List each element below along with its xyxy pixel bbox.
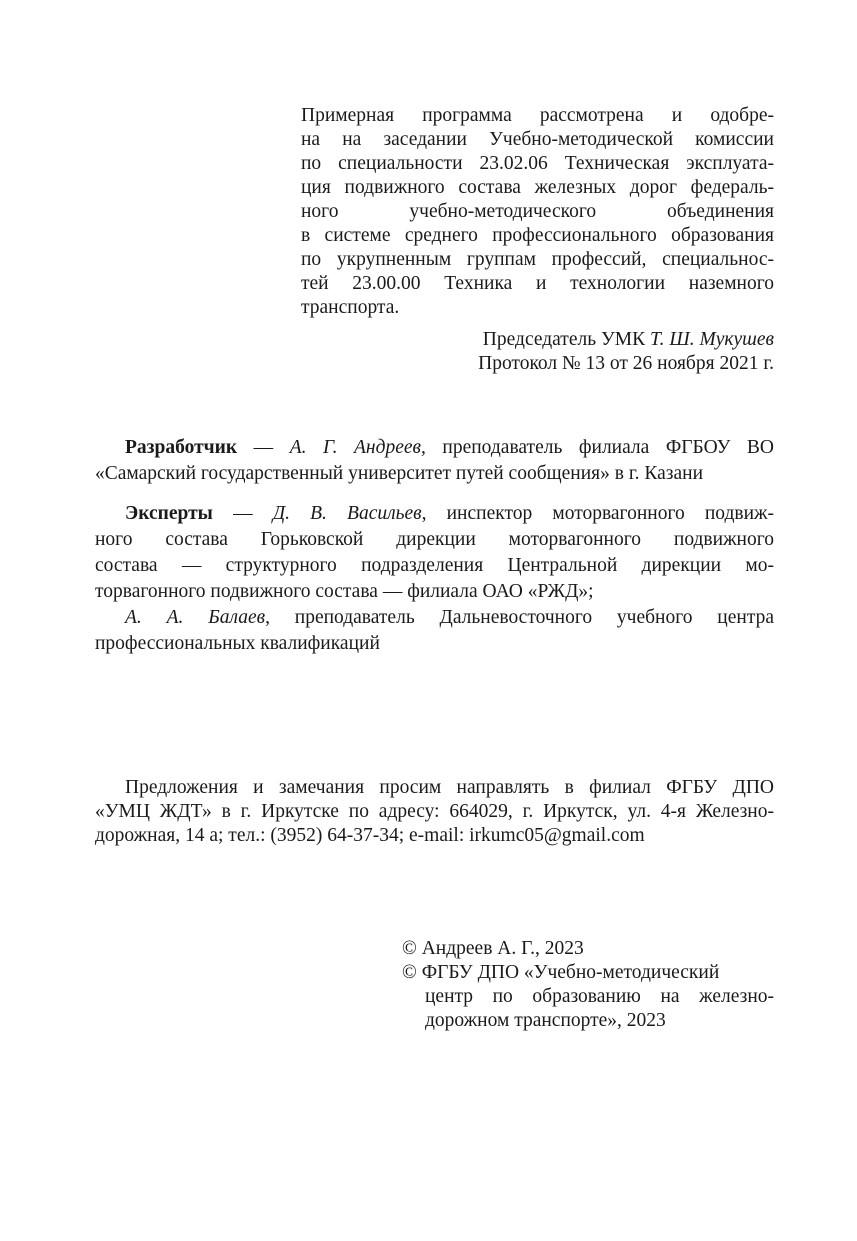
developer-label: Разработчик <box>125 437 238 458</box>
chairman-label: Председатель УМК <box>482 329 646 350</box>
approval-line: на на заседании Учебно-методической комиссии <box>301 129 774 150</box>
approval-line: Примерная программа рассмотрена и одобре- <box>301 105 774 126</box>
expert1-position: , инспектор моторвагонного подвиж- <box>421 503 774 524</box>
protocol-line: Протокол № 13 от 26 ноября 2021 г. <box>478 353 774 374</box>
expert-line: торвагонного подвижного состава — филиала ОАО «РЖД»; <box>95 581 594 602</box>
developer-name: А. Г. Андреев, <box>289 437 426 458</box>
expert2-position: , преподаватель Дальневосточного учебного центра <box>265 607 775 628</box>
approval-line: ного учебно-методического объединения <box>301 201 774 222</box>
developer-position: преподаватель филиала ФГБОУ ВО <box>442 437 774 458</box>
developer-line: «Самарский государственный университет путей сообщения» в г. Казани <box>95 463 704 484</box>
chairman-name: Т. Ш. Мукушев <box>650 329 774 350</box>
contact-line: «УМЦ ЖДТ» в г. Иркутске по адресу: 664029, г. Иркутск, ул. 4-я Железно- <box>95 801 774 822</box>
chairman-line <box>374 328 774 352</box>
contact-line: Предложения и замечания просим направлять в филиал ФГБУ ДПО <box>125 777 774 798</box>
approval-line: транспорта. <box>301 297 400 318</box>
expert-line: ного состава Горьковской дирекции моторвагонного подвижного <box>95 529 774 550</box>
developer-line <box>125 436 774 460</box>
copyright-line: дорожном транспорте», 2023 <box>425 1010 666 1031</box>
expert-line: профессиональных квалификаций <box>95 633 380 654</box>
experts-label: Эксперты <box>125 503 213 524</box>
experts-dash: — <box>233 503 253 524</box>
copyright-line: © ФГБУ ДПО «Учебно-методический <box>402 962 720 983</box>
expert-line <box>125 606 774 630</box>
expert-line <box>125 502 774 526</box>
expert1-name: Д. В. Васильев <box>272 503 422 524</box>
approval-line: по укрупненным группам профессий, специальнос- <box>301 249 774 270</box>
approval-line: в системе среднего профессионального образования <box>301 225 774 246</box>
expert2-name: А. А. Балаев <box>125 607 266 628</box>
copyright-line: центр по образованию на железно- <box>425 986 774 1007</box>
copyright-line: © Андреев А. Г., 2023 <box>402 938 584 959</box>
approval-line: тей 23.00.00 Техника и технологии наземного <box>301 273 774 294</box>
approval-line: ция подвижного состава железных дорог федераль- <box>301 177 774 198</box>
expert-line: состава — структурного подразделения Центральной дирекции мо- <box>95 555 774 576</box>
contact-line: дорожная, 14 а; тел.: (3952) 64-37-34; e-mail: irkumc05@gmail.com <box>95 825 645 846</box>
developer-dash: — <box>253 437 274 458</box>
approval-line: по специальности 23.02.06 Техническая эксплуата- <box>301 153 774 174</box>
